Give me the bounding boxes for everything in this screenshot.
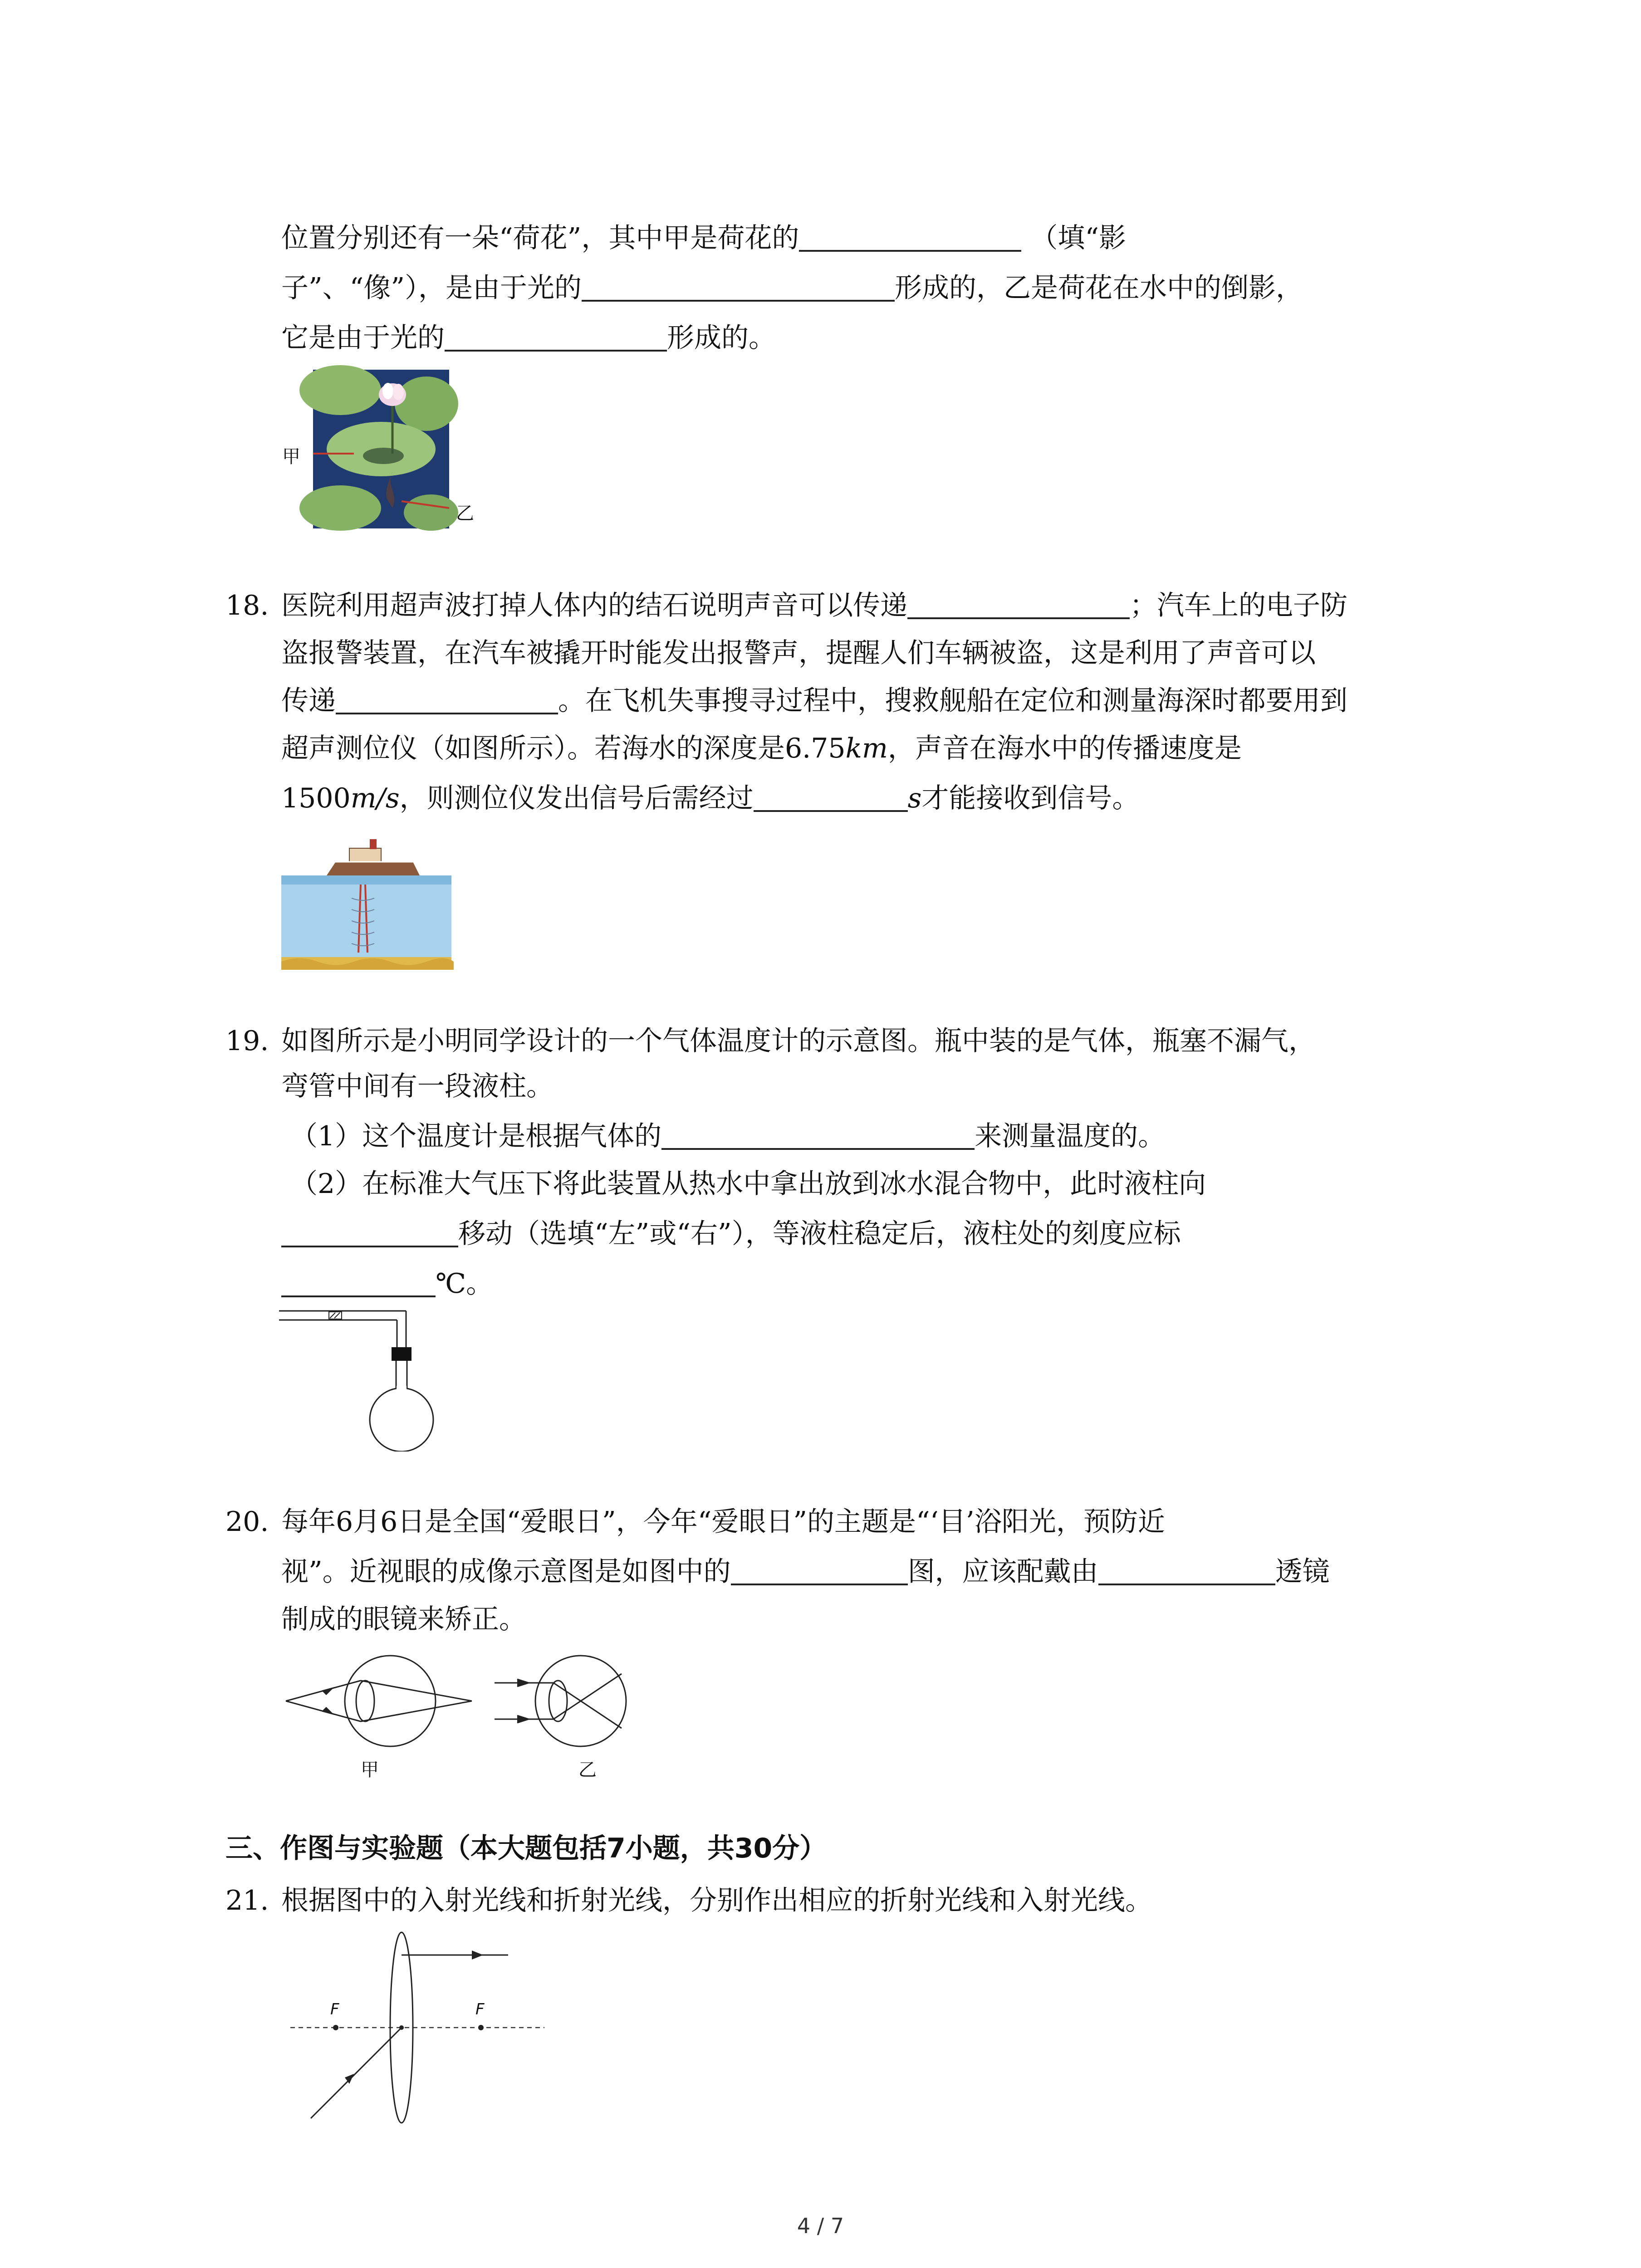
- q17-text: 子”、“像”），是由于光的: [281, 272, 582, 304]
- q18-text: 医院利用超声波打掉人体内的结石说明声音可以传递: [281, 590, 907, 621]
- q18-text: ；汽车上的电子防: [1130, 590, 1347, 621]
- q19-text: ℃。: [436, 1268, 494, 1300]
- q18-text: ，则测位仪发出信号后需经过: [399, 782, 754, 814]
- q18-line-1: [281, 583, 1347, 628]
- eye-label-jia: 甲: [361, 1760, 379, 1780]
- q20-line-3: 制成的眼镜来矫正。: [281, 1603, 526, 1635]
- gas-thermometer-figure: [279, 1302, 442, 1452]
- eye-diagrams-figure: [281, 1651, 662, 1787]
- q19-line-2: 弯管中间有一段液柱。: [281, 1070, 554, 1102]
- q19-blank-1[interactable]: [661, 1116, 975, 1150]
- q18-text: 1500: [281, 782, 351, 814]
- convex-lens-image: [281, 1928, 554, 2132]
- gas-thermometer-image: [279, 1302, 442, 1452]
- q18-line-4: [281, 726, 1242, 771]
- section-3-heading: 三、作图与实验题（本大题包括7小题，共30分）: [225, 1833, 827, 1864]
- sonar-image: [281, 835, 454, 971]
- q17-line-3: [281, 315, 776, 361]
- q19-line-5: [281, 1211, 1181, 1256]
- q17-line-2: [281, 265, 1303, 311]
- eye-diagrams-image: [281, 1651, 662, 1787]
- lotus-label-yi: 乙: [456, 503, 474, 524]
- q18-unit-km: km: [845, 733, 888, 764]
- q20-text: 视”。近视眼的成像示意图是如图中的: [281, 1556, 731, 1588]
- focus-label-right: F: [475, 2000, 485, 2019]
- q18-text: ，声音在海水中的传播速度是: [887, 733, 1242, 764]
- q18-text: 传递: [281, 685, 336, 717]
- q18-line-5: [281, 776, 1139, 821]
- q17-blank-3[interactable]: [445, 318, 667, 352]
- q18-blank-2[interactable]: [336, 681, 558, 714]
- q17-text: 形成的。: [667, 322, 776, 354]
- q18-unit-s: s: [907, 782, 922, 814]
- q19-text: 移动（选填“左”或“右”），等液柱稳定后，液柱处的刻度应标: [458, 1218, 1181, 1250]
- lotus-label-jia: 甲: [282, 446, 300, 467]
- q20-blank-1[interactable]: [731, 1552, 908, 1585]
- q19-text: （1）这个温度计是根据气体的: [290, 1120, 662, 1152]
- eye-label-yi: 乙: [578, 1760, 597, 1780]
- eye-jia: [286, 1656, 472, 1746]
- sonar-figure: [281, 835, 454, 971]
- q20-number: 20.: [225, 1506, 269, 1538]
- q17-line-1: [281, 215, 1126, 261]
- q17-blank-2[interactable]: [582, 268, 895, 302]
- q17-text: 形成的，乙是荷花在水中的倒影，: [895, 272, 1303, 304]
- q17-text: （填“影: [1030, 222, 1127, 254]
- q18-blank-1[interactable]: [907, 586, 1130, 619]
- q19-text: 来测量温度的。: [975, 1120, 1166, 1152]
- q20-blank-2[interactable]: [1098, 1552, 1275, 1585]
- q19-line-3: [290, 1114, 1165, 1159]
- q20-line-2: [281, 1549, 1330, 1594]
- q18-blank-3[interactable]: [754, 778, 908, 812]
- q20-line-1: 每年6月6日是全国“爱眼日”，今年“爱眼日”的主题是“‘目’浴阳光，预防近: [281, 1506, 1165, 1538]
- q18-line-3: [281, 678, 1347, 723]
- q20-text: 透镜: [1275, 1556, 1330, 1588]
- q20-text: 图，应该配戴由: [907, 1556, 1098, 1588]
- convex-lens-figure: [281, 1928, 554, 2132]
- focus-label-left: F: [330, 2000, 339, 2019]
- q19-line-1: 如图所示是小明同学设计的一个气体温度计的示意图。瓶中装的是气体，瓶塞不漏气，: [281, 1025, 1316, 1057]
- q18-text: 超声测位仪（如图所示）。若海水的深度是6.75: [281, 733, 846, 764]
- q18-text: 。在飞机失事搜寻过程中，搜救舰船在定位和测量海深时都要用到: [558, 685, 1347, 717]
- q17-text: 位置分别还有一朵“荷花”，其中甲是荷花的: [281, 222, 799, 254]
- q18-number: 18.: [225, 590, 269, 621]
- q17-blank-1[interactable]: [799, 218, 1021, 252]
- eye-yi: [495, 1656, 626, 1746]
- q19-blank-3[interactable]: [281, 1264, 436, 1297]
- q17-text: 它是由于光的: [281, 322, 445, 354]
- q18-unit-ms: m/s: [350, 782, 400, 814]
- page-number: 4 / 7: [797, 2214, 844, 2238]
- lotus-image: [277, 363, 481, 535]
- q21-line-1: 根据图中的入射光线和折射光线，分别作出相应的折射光线和入射光线。: [281, 1885, 1152, 1916]
- lotus-figure: [277, 363, 481, 535]
- q19-line-6: [281, 1261, 493, 1306]
- q18-line-2: 盗报警装置，在汽车被撬开时能发出报警声，提醒人们车辆被盗，这是利用了声音可以: [281, 637, 1316, 669]
- q18-text: 才能接收到信号。: [921, 782, 1140, 814]
- q21-number: 21.: [225, 1885, 269, 1916]
- q19-blank-2[interactable]: [281, 1214, 458, 1247]
- q19-number: 19.: [225, 1025, 269, 1057]
- q19-line-4: （2）在标准大气压下将此装置从热水中拿出放到冰水混合物中，此时液柱向: [290, 1168, 1206, 1200]
